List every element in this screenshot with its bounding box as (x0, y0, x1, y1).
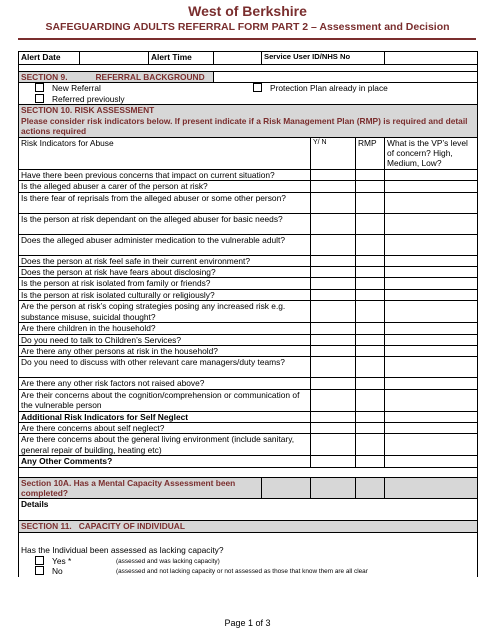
option-yes[interactable] (21, 556, 71, 566)
concern-cell[interactable] (385, 234, 478, 255)
page-number: Page 1 of 3 (224, 618, 271, 628)
rmp-cell[interactable] (356, 278, 385, 289)
risk-indicator: Does the person at risk have fears about disclosing? (19, 267, 311, 278)
col-header-indicator: Risk Indicators for Abuse (19, 137, 311, 169)
alert-time-field[interactable] (214, 52, 262, 65)
yn-cell[interactable] (311, 411, 356, 422)
service-user-id-label: Service User ID/NHS No (262, 52, 385, 65)
option-referred-previously[interactable] (21, 94, 125, 105)
risk-indicator: Do you need to talk to Children’s Services? (19, 334, 311, 345)
rmp-cell[interactable] (356, 434, 385, 456)
concern-cell[interactable] (385, 301, 478, 323)
section10-header (19, 105, 478, 137)
yn-cell[interactable] (311, 323, 356, 334)
details-field[interactable]: Details (19, 499, 478, 521)
rmp-cell[interactable] (356, 213, 385, 234)
header-divider (18, 38, 476, 40)
rmp-cell[interactable] (356, 411, 385, 422)
risk-indicator: Are their concerns about the cognition/comprehension or communication of the vulnerable person (19, 389, 311, 411)
rmp-cell[interactable] (356, 345, 385, 356)
option-no-note: (assessed and not lacking capacity or not assessed as those that know them are all clear (116, 568, 368, 576)
risk-indicator: Is the person at risk isolated from family or friends? (19, 278, 311, 289)
service-user-id-field[interactable] (385, 52, 478, 65)
checkbox-icon[interactable] (35, 566, 44, 575)
option-label: Protection Plan already in place (270, 83, 388, 94)
risk-indicator: Are the person at risk’s coping strategies posing any increased risk e.g. substance misuse, suicidal thought? (19, 301, 311, 323)
concern-cell[interactable] (385, 181, 478, 192)
section10a-cell[interactable] (311, 477, 356, 499)
section9-header-blank (214, 72, 478, 83)
concern-cell[interactable] (385, 345, 478, 356)
rmp-cell[interactable] (356, 181, 385, 192)
rmp-cell[interactable] (356, 378, 385, 389)
concern-cell[interactable] (385, 255, 478, 266)
capacity-question: Has the Individual been assessed as lacking capacity? (21, 545, 224, 556)
col-header-concern: What is the VP’s level of concern? High, Medium, Low? (385, 137, 478, 169)
checkbox-icon[interactable] (35, 83, 44, 92)
risk-indicator: Is the person at risk dependant on the alleged abuser for basic needs? (19, 213, 311, 234)
section10-title: SECTION 10. RISK ASSESSMENT (21, 105, 155, 116)
concern-cell[interactable] (385, 456, 478, 467)
risk-indicator: Are there concerns about self neglect? (19, 422, 311, 433)
col-header-yn: Y/ N (311, 137, 356, 169)
section10a-cell[interactable] (262, 477, 311, 499)
yn-cell[interactable] (311, 378, 356, 389)
section10a-title: Section 10A. Has a Mental Capacity Assessment been completed? (19, 477, 262, 499)
rmp-cell[interactable] (356, 301, 385, 323)
yn-cell[interactable] (311, 234, 356, 255)
concern-cell[interactable] (385, 323, 478, 334)
concern-cell[interactable] (385, 169, 478, 180)
risk-indicator: Do you need to discuss with other relevant care managers/duty teams? (19, 357, 311, 378)
risk-indicator: Are there concerns about the general living environment (include sanitary, general repair of building, heating etc) (19, 434, 311, 456)
risk-indicator: Is the alleged abuser a carer of the person at risk? (19, 181, 311, 192)
option-no[interactable] (21, 566, 63, 576)
concern-cell[interactable] (385, 357, 478, 378)
concern-cell[interactable] (385, 411, 478, 422)
risk-indicator: Does the alleged abuser administer medication to the vulnerable adult? (19, 234, 311, 255)
section9-options (19, 83, 478, 105)
yn-cell[interactable] (311, 345, 356, 356)
risk-indicator: Have there been previous concerns that impact on current situation? (19, 169, 311, 180)
concern-cell[interactable] (385, 213, 478, 234)
concern-cell[interactable] (385, 278, 478, 289)
section9-title: SECTION 9. REFERRAL BACKGROUND (19, 72, 214, 83)
yn-cell[interactable] (311, 301, 356, 323)
risk-indicator: Is there fear of reprisals from the alleged abuser or some other person? (19, 192, 311, 213)
rmp-cell[interactable] (356, 422, 385, 433)
risk-indicator: Are there children in the household? (19, 323, 311, 334)
form-subtitle: SAFEGUARDING ADULTS REFERRAL FORM PART 2 – Assessment and Decision (45, 21, 450, 33)
yn-cell[interactable] (311, 169, 356, 180)
section11-title: SECTION 11. CAPACITY OF INDIVIDUAL (19, 521, 478, 533)
checkbox-icon[interactable] (35, 556, 44, 565)
other-comments-label: Any Other Comments? (19, 456, 311, 467)
yn-cell[interactable] (311, 389, 356, 411)
referral-form-table (18, 51, 478, 577)
concern-cell[interactable] (385, 389, 478, 411)
rmp-cell[interactable] (356, 255, 385, 266)
option-protection-plan[interactable] (239, 83, 388, 94)
rmp-cell[interactable] (356, 234, 385, 255)
option-new-referral[interactable] (21, 83, 101, 94)
yn-cell[interactable] (311, 289, 356, 300)
risk-indicator: Does the person at risk feel safe in their current environment? (19, 255, 311, 266)
spacer-row (19, 65, 478, 72)
option-label: New Referral (52, 83, 101, 94)
concern-cell[interactable] (385, 192, 478, 213)
yn-cell[interactable] (311, 357, 356, 378)
rmp-cell[interactable] (356, 267, 385, 278)
concern-cell[interactable] (385, 434, 478, 456)
yn-cell[interactable] (311, 213, 356, 234)
option-label: No (52, 566, 63, 577)
rmp-cell[interactable] (356, 456, 385, 467)
yn-cell[interactable] (311, 456, 356, 467)
checkbox-icon[interactable] (35, 94, 44, 103)
yn-cell[interactable] (311, 267, 356, 278)
alert-date-label: Alert Date (19, 52, 80, 65)
yn-cell[interactable] (311, 192, 356, 213)
self-neglect-header: Additional Risk Indicators for Self Neglect (19, 411, 311, 422)
section11-body (19, 533, 478, 577)
yn-cell[interactable] (311, 181, 356, 192)
concern-cell[interactable] (385, 422, 478, 433)
col-header-rmp: RMP (356, 137, 385, 169)
rmp-cell[interactable] (356, 192, 385, 213)
yn-cell[interactable] (311, 334, 356, 345)
option-yes-note: (assessed and was lacking capacity) (116, 557, 220, 565)
spacer-row (19, 467, 478, 477)
concern-cell[interactable] (385, 289, 478, 300)
rmp-cell[interactable] (356, 289, 385, 300)
option-label: Yes * (52, 555, 72, 566)
concern-cell[interactable] (385, 267, 478, 278)
yn-cell[interactable] (311, 422, 356, 433)
section10a-cell[interactable] (356, 477, 385, 499)
yn-cell[interactable] (311, 278, 356, 289)
rmp-cell[interactable] (356, 357, 385, 378)
rmp-cell[interactable] (356, 169, 385, 180)
yn-cell[interactable] (311, 255, 356, 266)
rmp-cell[interactable] (356, 323, 385, 334)
concern-cell[interactable] (385, 334, 478, 345)
section10-instruction: Please consider risk indicators below. If present indicate if a Risk Management Plan (RMP) is required and detail actions required (21, 115, 468, 137)
risk-indicator: Are there any other risk factors not raised above? (19, 378, 311, 389)
rmp-cell[interactable] (356, 389, 385, 411)
alert-date-field[interactable] (80, 52, 149, 65)
page-title: West of Berkshire (188, 3, 307, 19)
concern-cell[interactable] (385, 378, 478, 389)
section10a-cell[interactable] (385, 477, 478, 499)
option-label: Referred previously (52, 93, 125, 104)
risk-indicator: Is the person at risk isolated culturally or religiously? (19, 289, 311, 300)
rmp-cell[interactable] (356, 334, 385, 345)
yn-cell[interactable] (311, 434, 356, 456)
checkbox-icon[interactable] (253, 83, 262, 92)
risk-indicator: Are there any other persons at risk in the household? (19, 345, 311, 356)
alert-time-label: Alert Time (149, 52, 214, 65)
